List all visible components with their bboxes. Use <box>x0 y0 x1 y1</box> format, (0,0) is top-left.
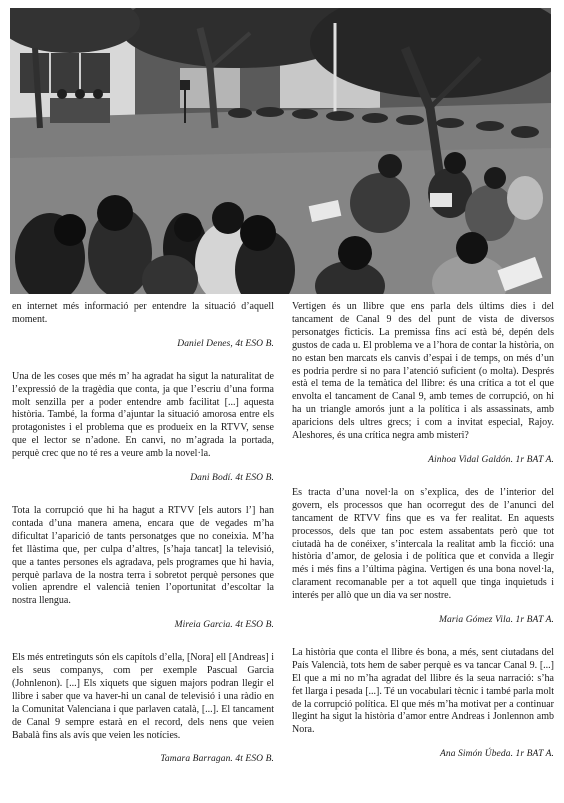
review-text: Els més entretinguts són els capítols d’ella, [Nora] ell [Andreas] i els seus companys, com per exemple Pascual Garcia (Johnlenon). [...] Els xiquets que siguen majors podran llegir el llibre i saber que va haver-hi un canal de televisió i una ràdio en la Comunitat Valenciana i que parlaven català, [...]. El tancament de Canal 9 sempre estarà en el record, dels nens que veien Babalà fins als avís que veien les notícies. <box>12 652 274 741</box>
review-author: Mireia Garcia. 4t ESO B. <box>174 620 274 631</box>
review-author: Maria Gómez Vila. 1r BAT A. <box>438 615 554 626</box>
review-text: Es tracta d’una novel·la on s’explica, des de l’interior del govern, els processos que han ocorregut des de l’anunci del tancament de RTVV fins que es va fer realitat. En aquests processos, dels que tan poc estem assabentats però que tot ciutadà ha de conéixer, s’intercala la realitat amb la ficció: una història d’amor, de gelosia i de política que et convida a llegir més i més fins a l’última pàgina. Vertigen és una bona novel·la, clarament recomanable per a tot aquell que tinga inquietuds i interés per allò que un dia va ser nostre. <box>292 486 554 602</box>
review-text: Vertigen és un llibre que ens parla dels últims dies i del tancament de Canal 9 des del punt de vista de diversos personatges ficticis. La premissa fins ací està bé, depén dels gustos de cada u. El problema ve a l’hora de contar la història, on no estan ben marcats els canvis d’espai i de temps, on més d’un es podria perdre si no para l’atenció suficient (o molta). Després està el tema de la temàtica del llibre: és una crítica a tot el que envolta el tancament de Canal 9, amb temes de corrupció, on hi ha un triangle amorós junt a la política i als assassinats, amb aparicions dels ultres grecs; i com a invitat especial, Rajoy. Aleshores, és una crítica negra amb misteri? <box>292 301 554 442</box>
review-text: en internet més informació per entendre la situació d’aquell moment. <box>12 301 274 325</box>
review-author: Ainhoa Vidal Galdón. 1r BAT A. <box>428 454 554 465</box>
review-author: Ana Simón Úbeda. 1r BAT A. <box>439 749 554 760</box>
review-item <box>292 487 554 627</box>
review-item <box>12 652 274 766</box>
review-item <box>12 371 274 485</box>
review-text: Tota la corrupció que hi ha hagut a RTVV [els autors l’] han contada d’una manera amena, encara que de vegades m’ha dificultat l’aparició de tants personatges que no coneixia. M’ha fet llàstima que, per culpa d’altres, [s’haja tancat] la televisió, que a tantes persones els agradava, pels programes que hi havia, perquè parlava de la nostra terra i sobretot perquè persones que volien aprendre el valencià tenien l’oportunitat d’escoltar la nostra llengua. <box>12 504 274 607</box>
review-item <box>292 301 554 467</box>
review-item <box>292 647 554 761</box>
right-column <box>292 301 554 761</box>
outdoor-reading-photo <box>10 8 551 294</box>
review-item <box>12 301 274 351</box>
review-author: Daniel Denes, 4t ESO B. <box>177 338 274 349</box>
review-item <box>12 505 274 632</box>
review-author: Tamara Barragan. 4t ESO B. <box>160 754 274 765</box>
review-author: Dani Bodí. 4t ESO B. <box>190 473 274 484</box>
review-text: La història que conta el llibre és bona, a més, sent ciutadans del País Valencià, tots hem de saber perquè es va tancar Canal 9. [...] El que a mi no m’ha agradat del llibre és la seua narració: s’ha fet llarga i pesada [...]. Té un vocabulari tècnic i també parla molt de la corrupció política. El que més m’ha motivat per a continuar llegint ha sigut la història d’amor entre Andreas i Jonlennon amb Nora. <box>292 646 554 736</box>
left-column <box>12 301 274 766</box>
review-text: Una de les coses que més m’ ha agradat ha sigut la naturalitat de l’expressió de la tragèdia que conta, ja que l’escriu d’una forma molt senzilla per a poder entendre amb facilitat [...] aquesta història. També, la forma d’ajuntar la situació amorosa entre els protagonistes i el problema que es produeix en la RTVV, sense que el lector se n’adone. En canvi, no m’agrada la portada, perquè crec que no té res a veure amb la novel·la. <box>12 370 274 460</box>
